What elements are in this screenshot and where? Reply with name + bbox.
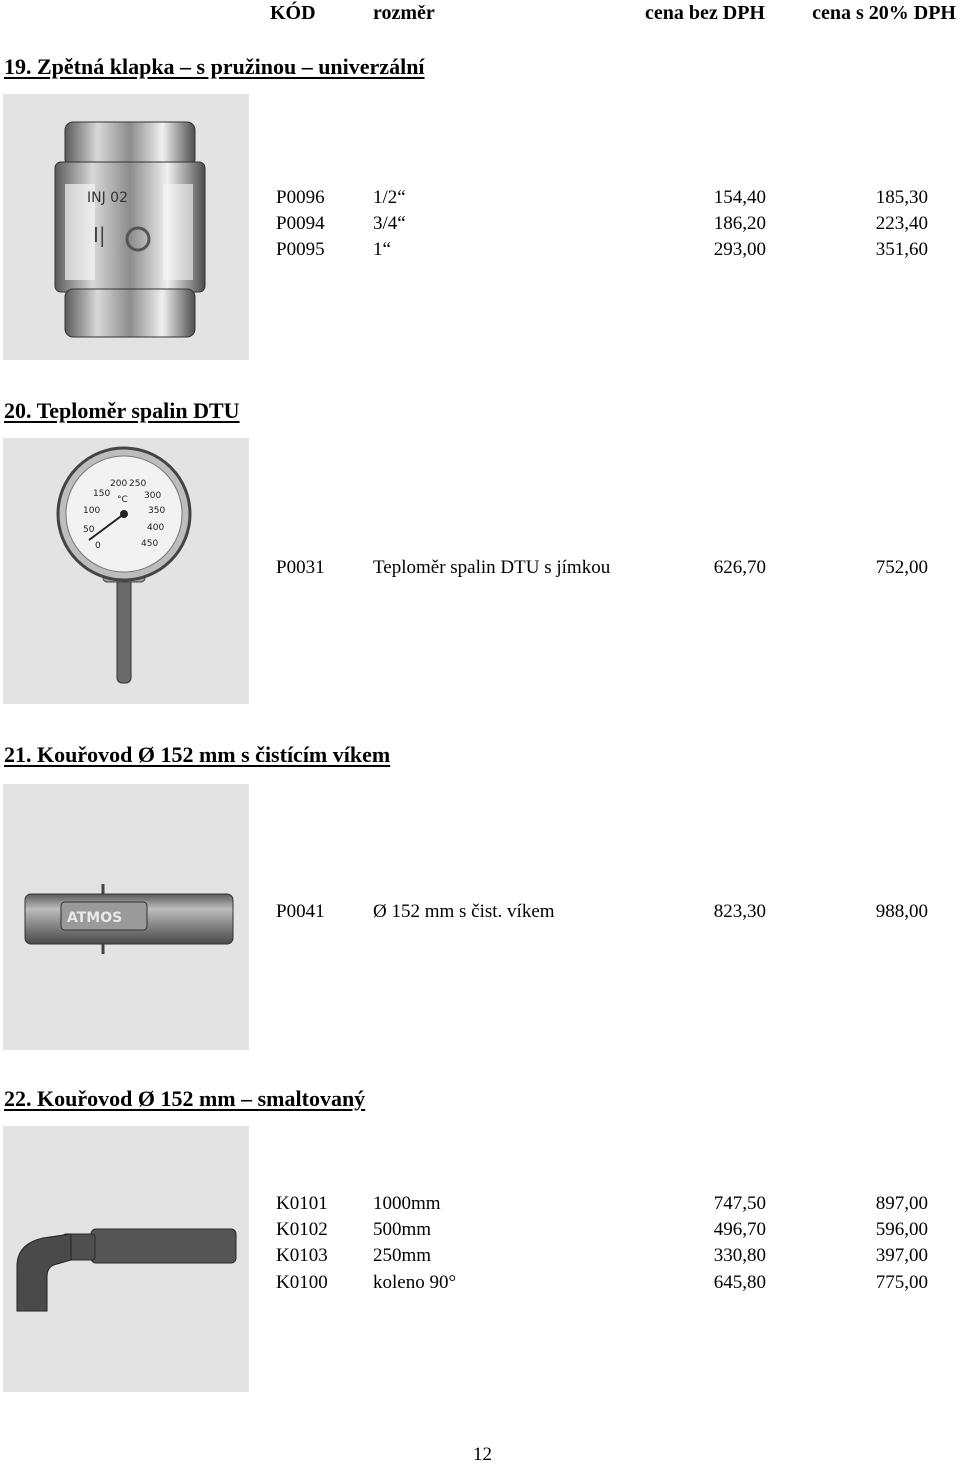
section-heading-flue-pipe-cleaning-lid: 21. Kouřovod Ø 152 mm s čistícím víkem (4, 742, 391, 767)
gauge-label: 0 (95, 541, 101, 551)
price-with-vat: 596,00 (875, 1219, 928, 1240)
product-code: K0101 (276, 1193, 328, 1214)
price-with-vat: 897,00 (875, 1193, 928, 1214)
price-without-vat: 496,70 (713, 1219, 766, 1240)
product-code: P0095 (276, 239, 325, 260)
product-code: P0031 (276, 557, 325, 578)
gauge-label: 450 (141, 539, 159, 549)
product-code: K0102 (276, 1219, 328, 1240)
gauge-label: 100 (83, 506, 101, 516)
section-heading-flue-thermometer: 20. Teploměr spalin DTU (4, 398, 240, 423)
gauge-label: 300 (144, 491, 162, 501)
header-price-with-vat: cena s 20% DPH (812, 2, 956, 24)
product-size: 500mm (373, 1219, 432, 1240)
table-row (0, 1193, 960, 1219)
table-row (0, 1245, 960, 1271)
price-without-vat: 330,80 (713, 1245, 766, 1266)
price-without-vat: 823,30 (713, 901, 766, 922)
price-without-vat: 186,20 (713, 213, 766, 234)
product-code: K0103 (276, 1245, 328, 1266)
table-row (0, 187, 960, 213)
page-number: 12 (473, 1444, 492, 1465)
price-without-vat: 645,80 (713, 1272, 766, 1293)
price-with-vat: 185,30 (875, 187, 928, 208)
section-heading-check-valve: 19. Zpětná klapka – s pružinou – univerzální (4, 54, 425, 79)
price-with-vat: 397,00 (875, 1245, 928, 1266)
price-with-vat: 988,00 (875, 901, 928, 922)
gauge-label: 150 (93, 489, 111, 499)
gauge-label: °C (117, 495, 128, 505)
gauge-label: 400 (147, 523, 165, 533)
price-with-vat: 775,00 (875, 1272, 928, 1293)
product-size: Teploměr spalin DTU s jímkou (373, 557, 611, 578)
table-row (0, 1272, 960, 1298)
product-code: P0041 (276, 901, 325, 922)
svg-text:I|: I| (93, 223, 106, 247)
price-with-vat: 752,00 (875, 557, 928, 578)
product-size: 250mm (373, 1245, 432, 1266)
table-row (0, 213, 960, 239)
header-size: rozměr (373, 2, 435, 24)
product-size: koleno 90° (373, 1272, 457, 1293)
product-size: Ø 152 mm s čist. víkem (373, 901, 555, 922)
header-code: KÓD (270, 2, 316, 24)
table-row (0, 901, 960, 927)
product-code: P0096 (276, 187, 325, 208)
gauge-label: 350 (148, 506, 166, 516)
product-size: 1“ (373, 239, 391, 260)
product-size: 3/4“ (373, 213, 406, 234)
price-with-vat: 351,60 (875, 239, 928, 260)
price-without-vat: 293,00 (713, 239, 766, 260)
table-row (0, 1219, 960, 1245)
pipe-label: ATMOS (67, 910, 123, 926)
product-code: K0100 (276, 1272, 328, 1293)
product-code: P0094 (276, 213, 325, 234)
header-price-without-vat: cena bez DPH (645, 2, 765, 24)
gauge-label: 200 (110, 479, 128, 489)
product-size: 1/2“ (373, 187, 406, 208)
table-row (0, 557, 960, 583)
price-without-vat: 747,50 (713, 1193, 766, 1214)
price-without-vat: 154,40 (713, 187, 766, 208)
gauge-label: 50 (83, 525, 95, 535)
svg-text:INJ 02: INJ 02 (87, 190, 128, 206)
product-size: 1000mm (373, 1193, 441, 1214)
gauge-label: 250 (129, 479, 147, 489)
section-heading-enameled-flue-pipe: 22. Kouřovod Ø 152 mm – smaltovaný (4, 1086, 366, 1111)
price-with-vat: 223,40 (875, 213, 928, 234)
price-without-vat: 626,70 (713, 557, 766, 578)
table-row (0, 239, 960, 265)
